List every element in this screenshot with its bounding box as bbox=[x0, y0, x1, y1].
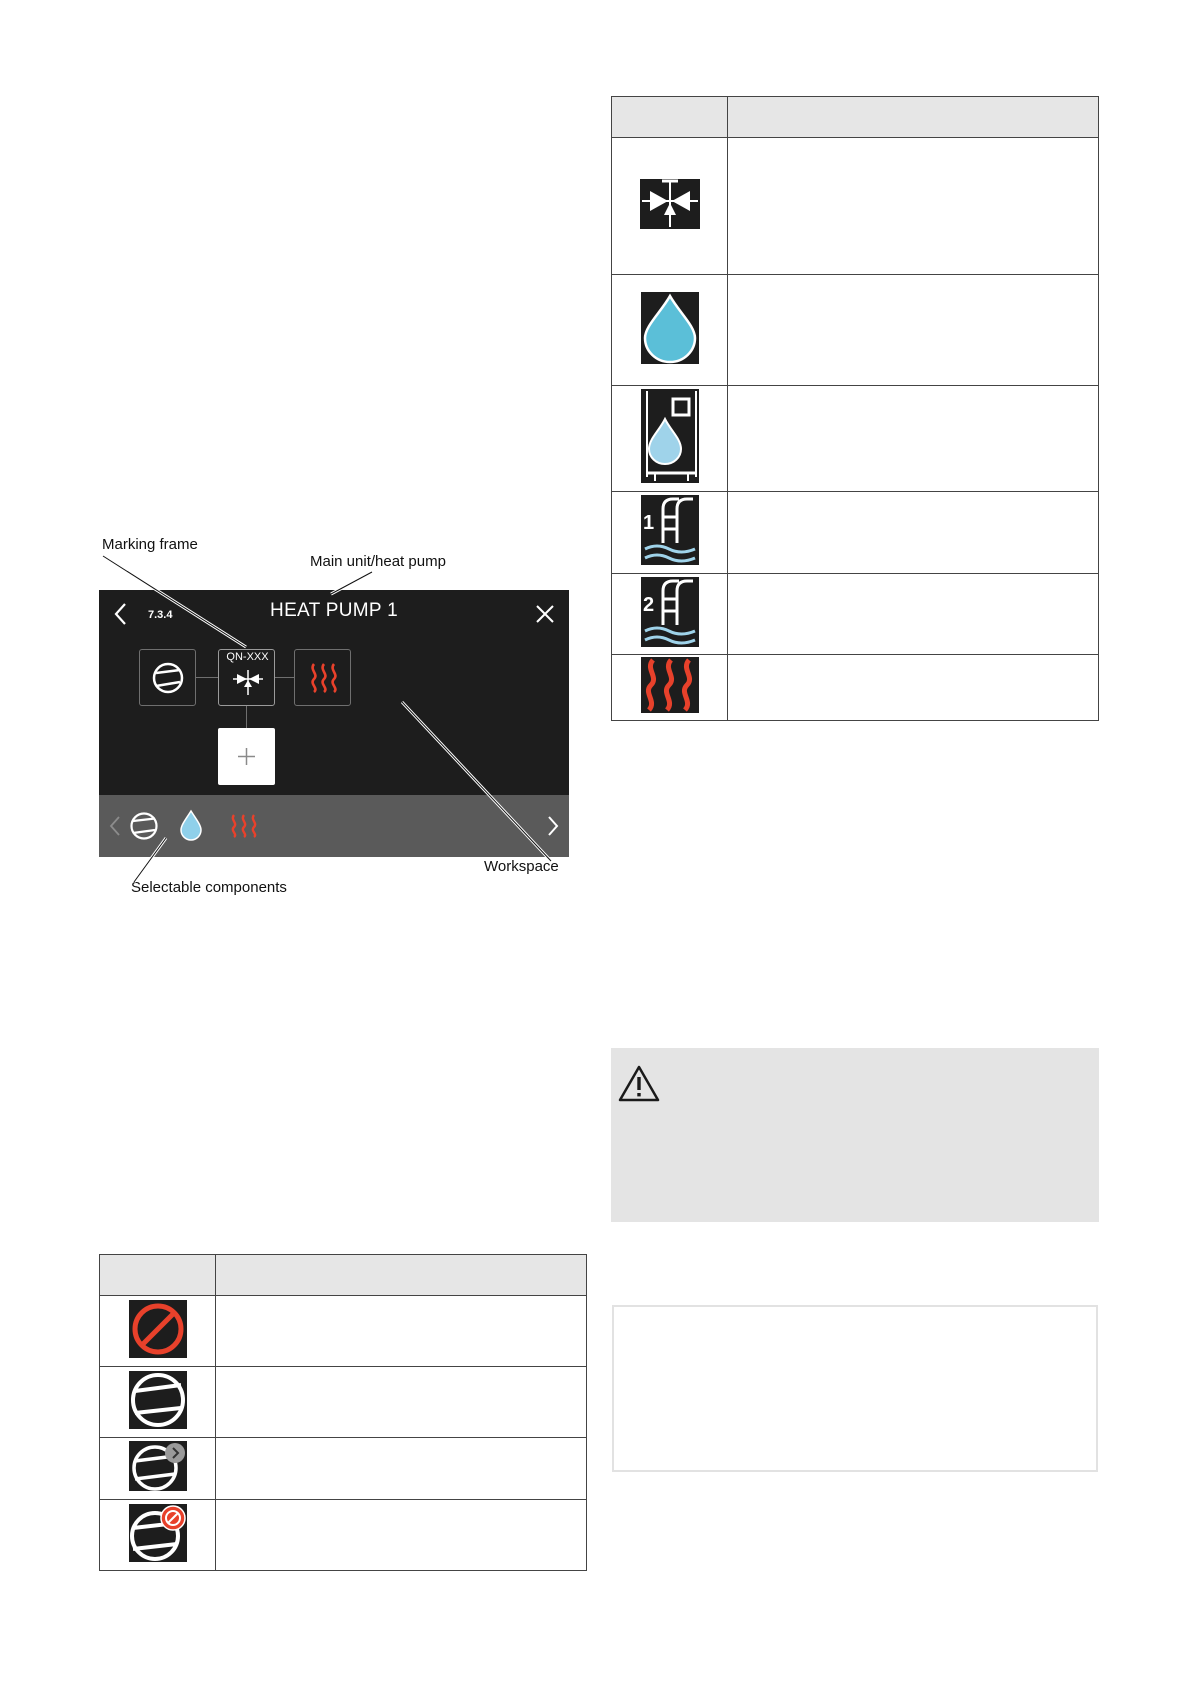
callout-selectable-components: Selectable components bbox=[131, 879, 287, 896]
status-icon-table bbox=[99, 1254, 587, 1571]
water-drop-icon bbox=[641, 292, 699, 364]
caution-box bbox=[611, 1048, 1099, 1222]
callout-workspace: Workspace bbox=[484, 858, 559, 875]
pool-number-badge: 1 bbox=[642, 512, 654, 534]
node-label: QN-XXX bbox=[226, 651, 269, 663]
table-header-symbol bbox=[100, 1255, 216, 1296]
table-row bbox=[612, 574, 1099, 655]
blocked-icon bbox=[129, 1300, 187, 1358]
table-row bbox=[100, 1438, 587, 1500]
note-box bbox=[612, 1305, 1098, 1472]
table-cell-text bbox=[728, 655, 1099, 721]
table-header-description bbox=[216, 1255, 587, 1296]
table-row bbox=[612, 275, 1099, 386]
pool-1-icon bbox=[641, 495, 699, 565]
table-cell-text bbox=[216, 1500, 587, 1571]
table-row bbox=[100, 1296, 587, 1367]
table-row bbox=[100, 1367, 587, 1438]
compressor-more-icon bbox=[129, 1441, 187, 1491]
table-cell-text bbox=[216, 1367, 587, 1438]
additional-heat-icon bbox=[641, 657, 699, 713]
table-header-description bbox=[728, 97, 1099, 138]
callout-marking-frame: Marking frame bbox=[102, 536, 198, 553]
table-cell-text bbox=[728, 275, 1099, 386]
table-row bbox=[612, 138, 1099, 275]
menu-number: 7.3.4 bbox=[148, 609, 173, 621]
component-icon-table bbox=[611, 96, 1099, 721]
table-cell-text bbox=[216, 1296, 587, 1367]
compressor-blocked-icon bbox=[129, 1504, 187, 1562]
table-cell-text bbox=[216, 1438, 587, 1500]
pool-2-icon bbox=[641, 577, 699, 647]
reversing-valve-icon bbox=[640, 179, 700, 229]
table-row bbox=[100, 1500, 587, 1571]
table-header-symbol bbox=[612, 97, 728, 138]
compressor-icon bbox=[129, 1371, 187, 1429]
table-cell-text bbox=[728, 138, 1099, 275]
hot-water-heater-icon bbox=[641, 389, 699, 483]
table-cell-text bbox=[728, 386, 1099, 492]
warning-triangle-icon bbox=[617, 1064, 661, 1104]
table-row bbox=[612, 492, 1099, 574]
callout-main-unit: Main unit/heat pump bbox=[310, 553, 446, 570]
table-cell-text bbox=[728, 492, 1099, 574]
screen-title: HEAT PUMP 1 bbox=[270, 600, 398, 621]
table-cell-text bbox=[728, 574, 1099, 655]
table-row bbox=[612, 655, 1099, 721]
pool-number-badge: 2 bbox=[642, 593, 654, 616]
table-row bbox=[612, 386, 1099, 492]
